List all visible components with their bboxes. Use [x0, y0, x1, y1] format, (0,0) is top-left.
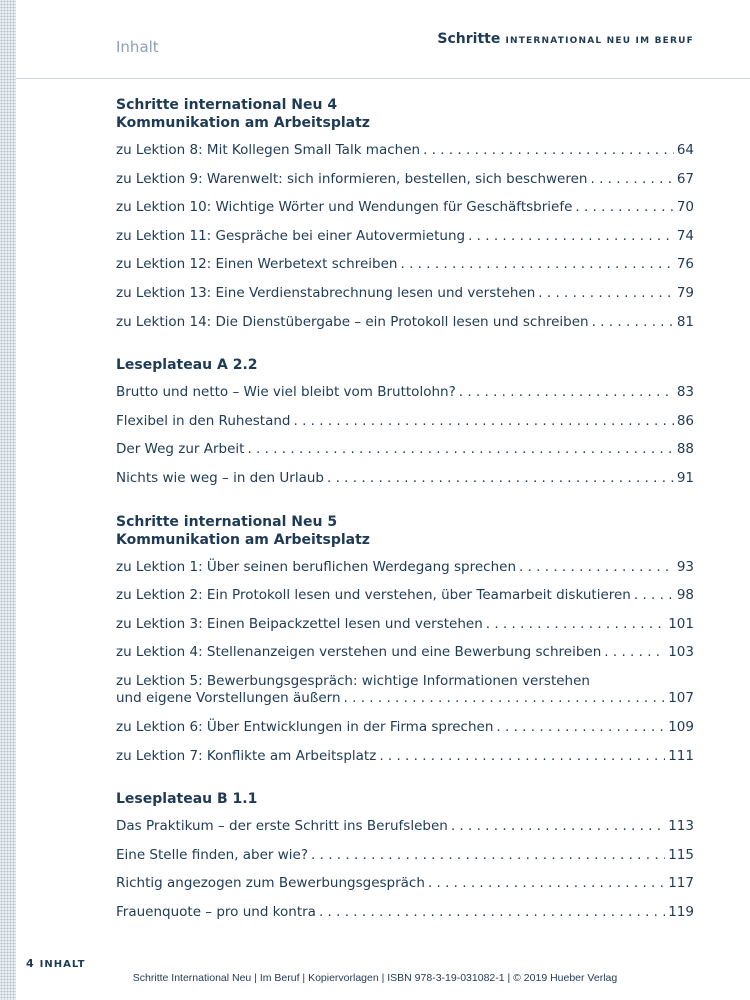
dot-leader [486, 616, 665, 633]
entry-page: 98 [676, 587, 694, 604]
entry-label: zu Lektion 3: Einen Beipackzettel lesen und verstehen [116, 615, 483, 632]
toc-entry[interactable] [116, 847, 694, 876]
entry-page: 76 [676, 256, 694, 273]
dot-leader [604, 644, 665, 661]
entry-page: 91 [676, 469, 694, 486]
dot-leader [538, 285, 674, 302]
dot-leader [575, 199, 673, 216]
entry-label: zu Lektion 1: Über seinen beruflichen Werdegang sprechen [116, 558, 516, 575]
brand-sub: INTERNATIONAL NEU IM BERUF [505, 36, 694, 46]
entry-page: 70 [676, 199, 694, 216]
section-title-line: Leseplateau B 1.1 [116, 791, 258, 808]
footer-imprint: Schritte International Neu | Im Beruf | Kopiervorlagen | ISBN 978-3-19-031082-1 | © 2019 Hueber Verlag [132, 972, 618, 984]
toc-entry[interactable] [116, 673, 694, 719]
entry-label: zu Lektion 5: Bewerbungsgespräch: wichtige Informationen verstehen [116, 672, 590, 689]
entry-label: Richtig angezogen zum Bewerbungsgespräch [116, 875, 425, 892]
dot-leader [423, 142, 674, 159]
entry-page: 109 [668, 718, 694, 735]
section-title-line: Schritte international Neu 5 [116, 513, 338, 530]
dot-leader [634, 587, 674, 604]
toc-entry[interactable] [116, 199, 694, 228]
dot-leader [344, 690, 666, 707]
entry-label: zu Lektion 9: Warenwelt: sich informieren, bestellen, sich beschweren [116, 170, 588, 187]
entry-page: 107 [668, 689, 694, 706]
entry-label: zu Lektion 6: Über Entwicklungen in der Firma sprechen [116, 718, 494, 735]
brand-logo [437, 28, 694, 47]
dot-leader [247, 441, 673, 458]
toc-entry[interactable] [116, 441, 694, 470]
table-of-contents [116, 96, 694, 932]
brand-main: Schritte [437, 31, 501, 47]
entry-label: Flexibel in den Ruhestand [116, 412, 291, 429]
entry-page: 81 [676, 313, 694, 330]
toc-entry[interactable] [116, 616, 694, 645]
section-heading [116, 513, 694, 549]
toc-entry[interactable] [116, 875, 694, 904]
entry-label: zu Lektion 10: Wichtige Wörter und Wendungen für Geschäftsbriefe [116, 199, 573, 216]
page-title: Inhalt [116, 38, 159, 56]
section-heading [116, 96, 694, 132]
toc-entry[interactable] [116, 904, 694, 933]
toc-entry[interactable] [116, 285, 694, 314]
section-heading [116, 790, 694, 808]
entry-label: Brutto und netto – Wie viel bleibt vom Bruttolohn? [116, 384, 456, 401]
dot-leader [400, 256, 673, 273]
dot-leader [590, 171, 673, 188]
entry-page: 83 [676, 384, 694, 401]
entry-label: Frauenquote – pro und kontra [116, 903, 316, 920]
toc-list [116, 384, 694, 498]
dot-leader [311, 847, 665, 864]
entry-label: Der Weg zur Arbeit [116, 441, 245, 458]
entry-label: zu Lektion 8: Mit Kollegen Small Talk machen [116, 142, 421, 158]
dot-leader [468, 228, 674, 245]
entry-page: 101 [668, 615, 694, 632]
toc-entry[interactable] [116, 142, 694, 171]
entry-label: zu Lektion 7: Konflikte am Arbeitsplatz [116, 747, 377, 764]
toc-entry[interactable] [116, 587, 694, 616]
toc-entry[interactable] [116, 470, 694, 499]
dot-leader [519, 559, 674, 576]
entry-page: 79 [676, 284, 694, 301]
dot-leader [451, 818, 665, 835]
entry-label: zu Lektion 13: Eine Verdienstabrechnung lesen und verstehen [116, 284, 536, 301]
entry-page: 93 [676, 558, 694, 575]
toc-entry[interactable] [116, 719, 694, 748]
entry-page: 113 [668, 818, 694, 835]
dot-leader [459, 384, 674, 401]
dot-leader [428, 875, 665, 892]
section-heading [116, 356, 694, 374]
toc-entry[interactable] [116, 413, 694, 442]
entry-label: Eine Stelle finden, aber wie? [116, 846, 309, 863]
dot-leader [496, 719, 665, 736]
entry-label: zu Lektion 2: Ein Protokoll lesen und verstehen, über Teamarbeit diskutieren [116, 587, 631, 604]
entry-label: zu Lektion 12: Einen Werbetext schreiben [116, 256, 398, 273]
entry-page: 119 [668, 903, 694, 920]
entry-page: 74 [676, 227, 694, 244]
entry-page: 86 [676, 412, 694, 429]
toc-entry[interactable] [116, 256, 694, 285]
header-divider [16, 78, 750, 79]
entry-page: 111 [668, 747, 694, 764]
entry-label-continued: und eigene Vorstellungen äußern [116, 689, 341, 706]
toc-entry[interactable] [116, 228, 694, 257]
toc-entry[interactable] [116, 314, 694, 343]
entry-page: 103 [668, 644, 694, 661]
dot-leader [319, 904, 665, 921]
entry-label: zu Lektion 4: Stellenanzeigen verstehen und eine Bewerbung schreiben [116, 644, 602, 661]
section-subtitle-line: Kommunikation am Arbeitsplatz [116, 531, 370, 548]
toc-entry[interactable] [116, 559, 694, 588]
dot-leader [592, 314, 674, 331]
margin-strip [0, 0, 16, 1000]
toc-entry[interactable] [116, 644, 694, 673]
section-subtitle-line: Kommunikation am Arbeitsplatz [116, 115, 370, 131]
toc-list [116, 559, 694, 777]
page-section-label: INHALT [39, 959, 86, 970]
dot-leader [379, 748, 665, 765]
entry-label: Nichts wie weg – in den Urlaub [116, 469, 324, 486]
dot-leader [293, 413, 673, 430]
entry-page: 88 [676, 441, 694, 458]
section-title-line: Leseplateau A 2.2 [116, 357, 258, 374]
entry-label: Das Praktikum – der erste Schritt ins Berufsleben [116, 818, 448, 835]
toc-entry[interactable] [116, 171, 694, 200]
entry-page: 64 [676, 142, 694, 158]
entry-page: 67 [676, 170, 694, 187]
toc-entry[interactable] [116, 384, 694, 413]
page-marker [26, 957, 85, 970]
toc-entry[interactable] [116, 748, 694, 777]
toc-list [116, 818, 694, 932]
entry-page: 115 [668, 846, 694, 863]
section-title-line: Schritte international Neu 4 [116, 97, 338, 113]
page-number: 4 [26, 957, 34, 970]
entry-page: 117 [668, 875, 694, 892]
entry-label: zu Lektion 11: Gespräche bei einer Autovermietung [116, 227, 466, 244]
toc-entry[interactable] [116, 818, 694, 847]
entry-label: zu Lektion 14: Die Dienstübergabe – ein Protokoll lesen und schreiben [116, 313, 589, 330]
toc-list [116, 142, 694, 342]
dot-leader [327, 470, 674, 487]
